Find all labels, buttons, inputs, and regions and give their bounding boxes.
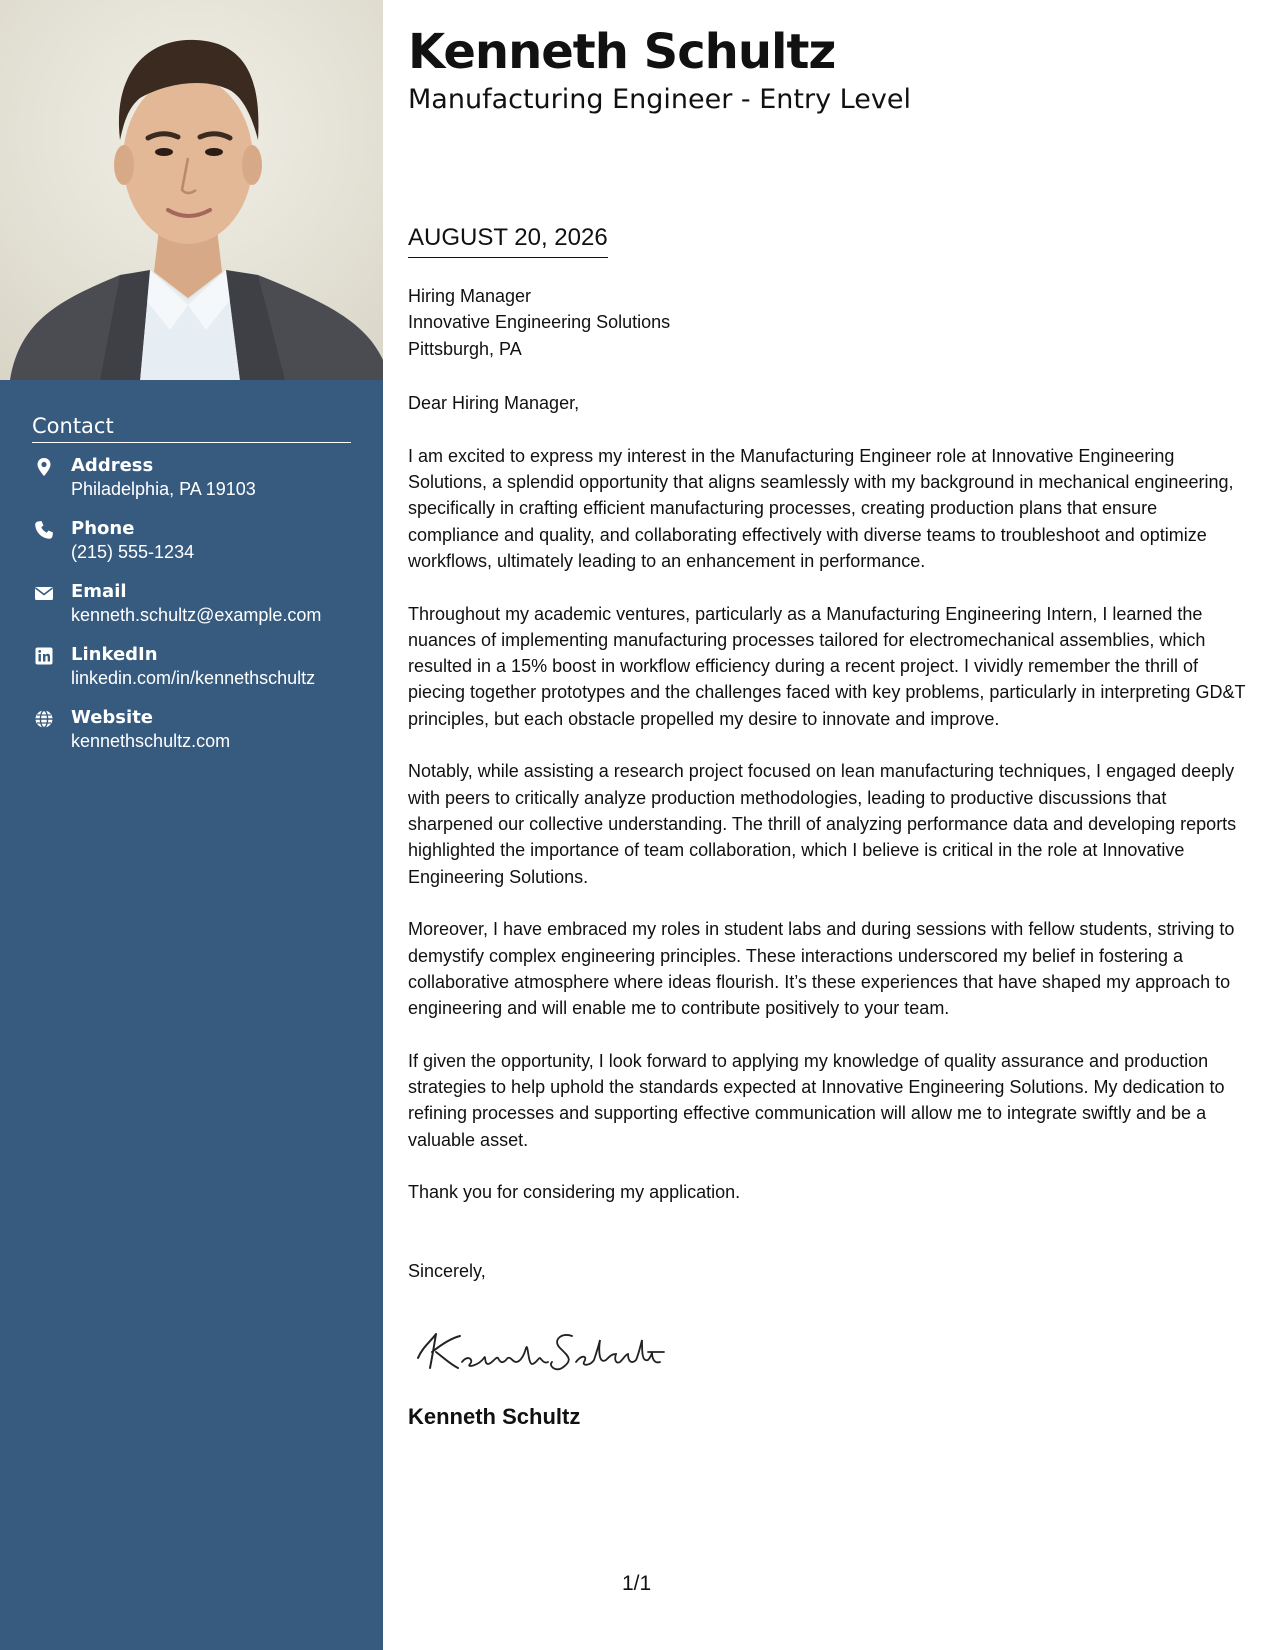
- paragraph: Throughout my academic ventures, particularly as a Manufacturing Engineering Intern, I learned the nuances of implementing manufacturing processes tailored for electromechanical assemblies, which resulted in a 15% boost in workflow efficiency during a recent project. I vividly remember the thrill of piecing together prototypes and the challenges faced with key problems, particularly in interpreting GD&T principles, but each obstacle propelled my desire to innovate and improve.: [408, 603, 1246, 729]
- contact-label: LinkedIn: [71, 644, 158, 665]
- applicant-name: Kenneth Schultz: [408, 24, 836, 80]
- address-value: Philadelphia, PA 19103: [71, 479, 256, 499]
- phone-value[interactable]: (215) 555-1234: [71, 542, 195, 562]
- recipient-block: [408, 283, 670, 362]
- recipient-company: Innovative Engineering Solutions: [408, 312, 671, 333]
- map-pin-icon: [34, 457, 54, 477]
- paragraph: Notably, while assisting a research project focused on lean manufacturing techniques, I engaged deeply with peers to critically analyze production methodologies, leading to productive discussions that sharpened our collective understanding. The thrill of analyzing performance data and developing reports highlighted the importance of team collaboration, which I believe is critical in the role at Innovative Engineering Solutions.: [408, 761, 1237, 887]
- contact-address: [32, 455, 351, 518]
- globe-icon: [34, 709, 54, 729]
- paragraph: I am excited to express my interest in the Manufacturing Engineer role at Innovative Engineering Solutions, a splendid opportunity that aligns seamlessly with my background in mechanical engineering, specifically in crafting efficient manufacturing processes, creating production plans that ensure compliance and quality, and collaborating effectively with diverse teams to troubleshoot and optimize workflows, ultimately leading to an enhancement in performance.: [408, 445, 1234, 571]
- contact-heading: Contact: [32, 414, 351, 443]
- job-title: Manufacturing Engineer - Entry Level: [408, 84, 911, 115]
- paragraph: Thank you for considering my application.: [408, 1182, 741, 1203]
- envelope-icon: [34, 583, 54, 603]
- contact-label: Website: [71, 707, 154, 728]
- phone-icon: [34, 520, 54, 540]
- profile-photo: [0, 0, 383, 380]
- email-value[interactable]: kenneth.schultz@example.com: [71, 605, 322, 625]
- contact-linkedin: [32, 644, 351, 707]
- contact-email: [32, 581, 351, 644]
- letter-date: AUGUST 20, 2026: [408, 224, 608, 258]
- linkedin-value[interactable]: linkedin.com/in/kennethschultz: [71, 668, 316, 688]
- contact-website: [32, 707, 351, 770]
- contact-label: Address: [71, 455, 154, 476]
- contact-label: Email: [71, 581, 127, 602]
- contact-phone: [32, 518, 351, 581]
- sidebar: [0, 0, 383, 1650]
- signer-name: Kenneth Schultz: [408, 1404, 581, 1429]
- paragraph: Moreover, I have embraced my roles in student labs and during sessions with fellow students, striving to demystify complex engineering principles. These interactions underscored my belief in fostering a collaborative atmosphere where ideas flourish. It’s these experiences that have shaped my approach to engineering and will enable me to contribute positively to your team.: [408, 919, 1235, 1019]
- letter-body: [408, 390, 1253, 1232]
- recipient-title: Hiring Manager: [408, 286, 532, 306]
- linkedin-icon: [34, 646, 54, 666]
- recipient-location: Pittsburgh, PA: [408, 338, 522, 359]
- contact-list: [32, 455, 351, 770]
- page-number: 1/1: [622, 1572, 652, 1595]
- closing: Sincerely,: [408, 1261, 486, 1281]
- contact-section: [32, 414, 351, 770]
- website-value[interactable]: kennethschultz.com: [71, 731, 231, 751]
- handwritten-signature: [412, 1318, 672, 1383]
- paragraph: If given the opportunity, I look forward to applying my knowledge of quality assurance and production strategies to help uphold the standards expected at Innovative Engineering Solutions. My dedication to refining processes and supporting effective communication will allow me to integrate swiftly and be a valuable asset.: [408, 1050, 1225, 1150]
- salutation: Dear Hiring Manager,: [408, 393, 580, 413]
- contact-label: Phone: [71, 518, 135, 539]
